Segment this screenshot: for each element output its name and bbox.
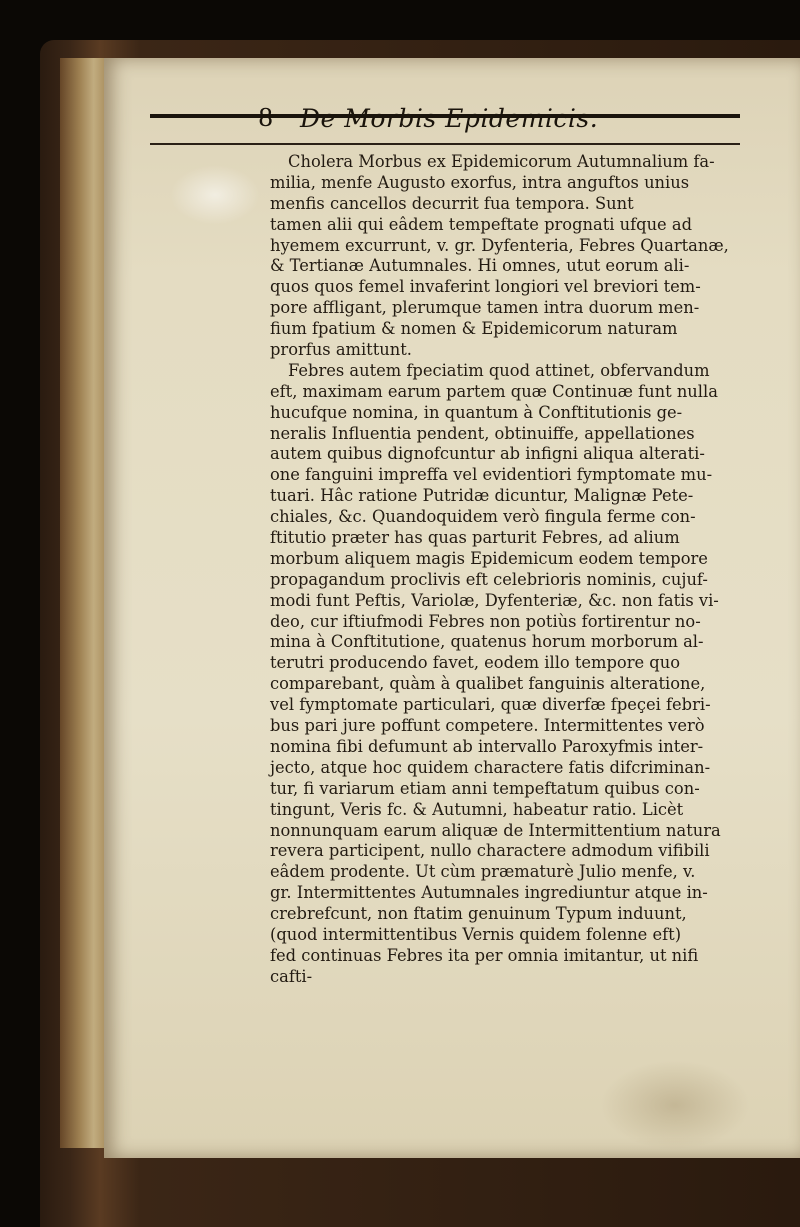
body-text [270,152,760,988]
text-line: quos quos femel invaferint longiori vel breviori tem- [270,277,701,297]
text-line: chiales, &c. Quandoquidem verò fingula ferme con- [270,507,696,527]
text-line: gr. Intermittentes Autumnales ingrediuntur atque in- [270,883,708,903]
text-line: crebrefcunt, non ftatim genuinum Typum induunt, [270,904,687,924]
text-line: vel fymptomate particulari, quæ diverfæ fpeçei febri- [270,695,711,715]
text-line: hyemem excurrunt, v. gr. Dyfenteria, Febres Quartanæ, [270,235,729,255]
text-line: morbum aliquem magis Epidemicum eodem tempore [270,548,708,568]
header-rule-bottom [150,143,740,145]
text-line: tuari. Hâc ratione Putridæ dicuntur, Malignæ Pete- [270,486,694,506]
text-line: bus pari jure poffunt competere. Intermittentes verò [270,716,705,736]
text-line: revera participent, nullo charactere admodum vifibili [270,841,710,861]
running-head: De Morbis Epidemicis. [300,104,599,133]
text-line: fed continuas Febres ita per omnia imitantur, ut nifi [270,945,699,965]
page-stain [170,165,260,225]
text-line: tingunt, Veris fc. & Autumni, habeatur ratio. Licèt [270,799,684,819]
text-line: milia, menfe Augusto exorfus, intra anguftos unius [270,172,690,192]
text-line: neralis Influentia pendent, obtinuiffe, appellationes [270,423,695,443]
text-line: eâdem prodente. Ut cùm præmaturè Julio menfe, v. [270,862,696,882]
text-line: tamen alii qui eâdem tempeftate prognati ufque ad [270,214,693,234]
text-line: jecto, atque hoc quidem charactere fatis difcriminan- [270,757,711,777]
text-line: pore affligant, plerumque tamen intra duorum men- [270,298,700,318]
text-line: modi funt Peftis, Variolæ, Dyfenteriæ, &c. non fatis vi- [270,590,719,610]
text-line: deo, cur iftiufmodi Febres non potiùs fortirentur no- [270,611,701,631]
text-line: nomina fibi defumunt ab intervallo Paroxyfmis inter- [270,736,704,756]
text-line: cafti- [270,966,313,986]
text-line: prorfus amittunt. [270,340,412,360]
text-line: mina à Conftitutione, quatenus horum morborum al- [270,632,704,652]
text-line: menfis cancellos decurrit fua tempora. Sunt [270,193,634,213]
text-line: & Tertianæ Autumnales. Hi omnes, utut eorum ali- [270,256,690,276]
text-line: (quod intermittentibus Vernis quidem folenne eft) [270,924,682,944]
text-line: terutri producendo favet, eodem illo tempore quo [270,653,681,673]
text-line: Febres autem fpeciatim quod attinet, obfervandum [288,360,710,380]
text-line: eft, maximam earum partem quæ Continuæ funt nulla [270,381,718,401]
text-line: propagandum proclivis eft celebrioris nominis, cujuf- [270,569,708,589]
text-line: ftitutio præter has quas parturit Febres, ad alium [270,528,680,548]
text-line: nonnunquam earum aliquæ de Intermittentium natura [270,820,721,840]
page-stain-lower [600,1060,750,1150]
text-line: autem quibus dignofcuntur ab infigni aliqua alterati- [270,444,705,464]
text-line: Cholera Morbus ex Epidemicorum Autumnalium fa- [288,152,715,171]
text-line: hucufque nomina, in quantum à Conftitutionis ge- [270,402,683,422]
text-line: tur, fi variarum etiam anni tempeftatum quibus con- [270,778,700,798]
text-line: one fanguini impreffa vel evidentiori fymptomate mu- [270,465,713,485]
page-number: 8 [258,104,274,132]
text-line: fium fpatium & nomen & Epidemicorum naturam [270,319,678,339]
text-line: comparebant, quàm à qualibet fanguinis alteratione, [270,674,706,694]
